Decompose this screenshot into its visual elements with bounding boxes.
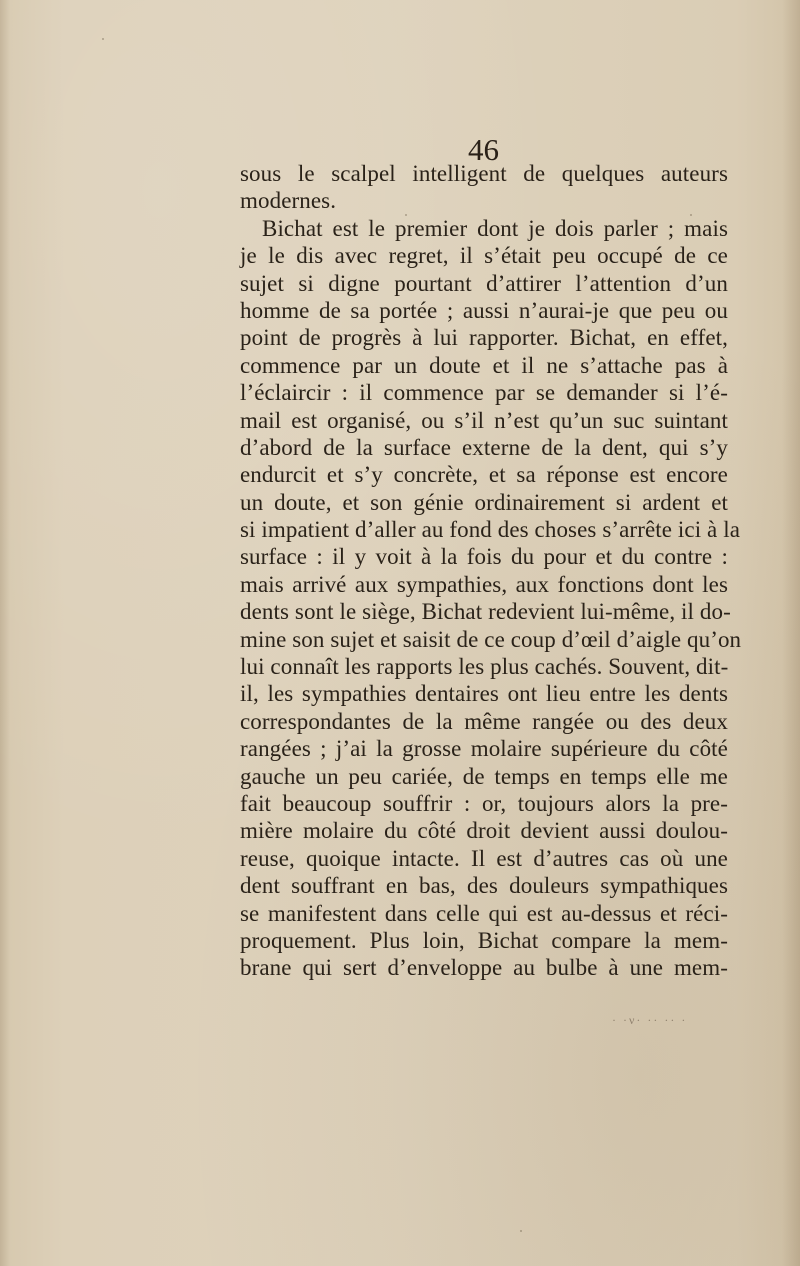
- text-line: un doute, et son génie ordinairement si ardent et: [240, 489, 728, 515]
- text-line: dents sont le siège, Bichat redevient lui-même, il do-: [240, 599, 731, 625]
- text-line: mine son sujet et saisit de ce coup d’œil d’aigle qu’on: [240, 626, 742, 652]
- text-line: l’éclaircir : il commence par se demander si l’é-: [240, 380, 728, 406]
- text-line: endurcit et s’y concrète, et sa réponse est encore: [240, 462, 728, 488]
- text-line: je le dis avec regret, il s’était peu occupé de ce: [240, 243, 728, 269]
- page-number: 46: [468, 132, 499, 167]
- text-line: mail est organisé, ou s’il n’est qu’un suc suintant: [240, 407, 728, 433]
- paper-speck: [520, 1230, 522, 1232]
- paper-speck: [405, 214, 407, 216]
- text-line: homme de sa portée ; aussi n’aurai-je que peu ou: [240, 297, 728, 323]
- text-line: si impatient d’aller au fond des choses s’arrête ici à la: [240, 517, 741, 543]
- text-line: mais arrivé aux sympathies, aux fonctions dont les: [240, 571, 728, 597]
- paper-speck: [690, 214, 692, 216]
- body-text: [240, 160, 742, 982]
- text-line: proquement. Plus loin, Bichat compare la mem-: [240, 927, 728, 953]
- text-line: surface : il y voit à la fois du pour et du contre :: [240, 544, 728, 570]
- text-line: rangées ; j’ai la grosse molaire supérieure du côté: [240, 736, 728, 762]
- text-line: il, les sympathies dentaires ont lieu entre les dents: [240, 681, 728, 707]
- text-line: dent souffrant en bas, des douleurs sympathiques: [240, 873, 728, 899]
- bleed-through-marks: · ·ν· ·· ·· ·: [612, 1013, 688, 1027]
- text-line: commence par un doute et il ne s’attache pas à: [240, 352, 728, 378]
- text-line: fait beaucoup souffrir : or, toujours alors la pre-: [240, 790, 728, 816]
- text-line: correspondantes de la même rangée ou des deux: [240, 708, 728, 734]
- text-line: sujet si digne pourtant d’attirer l’attention d’un: [240, 270, 728, 296]
- text-line: gauche un peu cariée, de temps en temps elle me: [240, 763, 728, 789]
- text-line: mière molaire du côté droit devient aussi doulou-: [240, 818, 728, 844]
- text-line: brane qui sert d’enveloppe au bulbe à une mem-: [240, 955, 728, 981]
- text-line: Bichat est le premier dont je dois parler ; mais: [262, 215, 728, 241]
- text-line: sous le scalpel intelligent de quelques auteurs: [240, 161, 728, 186]
- paper-speck: [102, 38, 104, 40]
- text-line: lui connaît les rapports les plus cachés. Souvent, dit-: [240, 654, 729, 680]
- text-line: modernes.: [240, 188, 337, 214]
- text-line: point de progrès à lui rapporter. Bichat, en effet,: [240, 325, 728, 351]
- text-line: d’abord de la surface externe de la dent, qui s’y: [240, 434, 728, 460]
- text-line: reuse, quoique intacte. Il est d’autres cas où une: [240, 845, 728, 871]
- text-line: se manifestent dans celle qui est au-dessus et réci-: [240, 900, 728, 926]
